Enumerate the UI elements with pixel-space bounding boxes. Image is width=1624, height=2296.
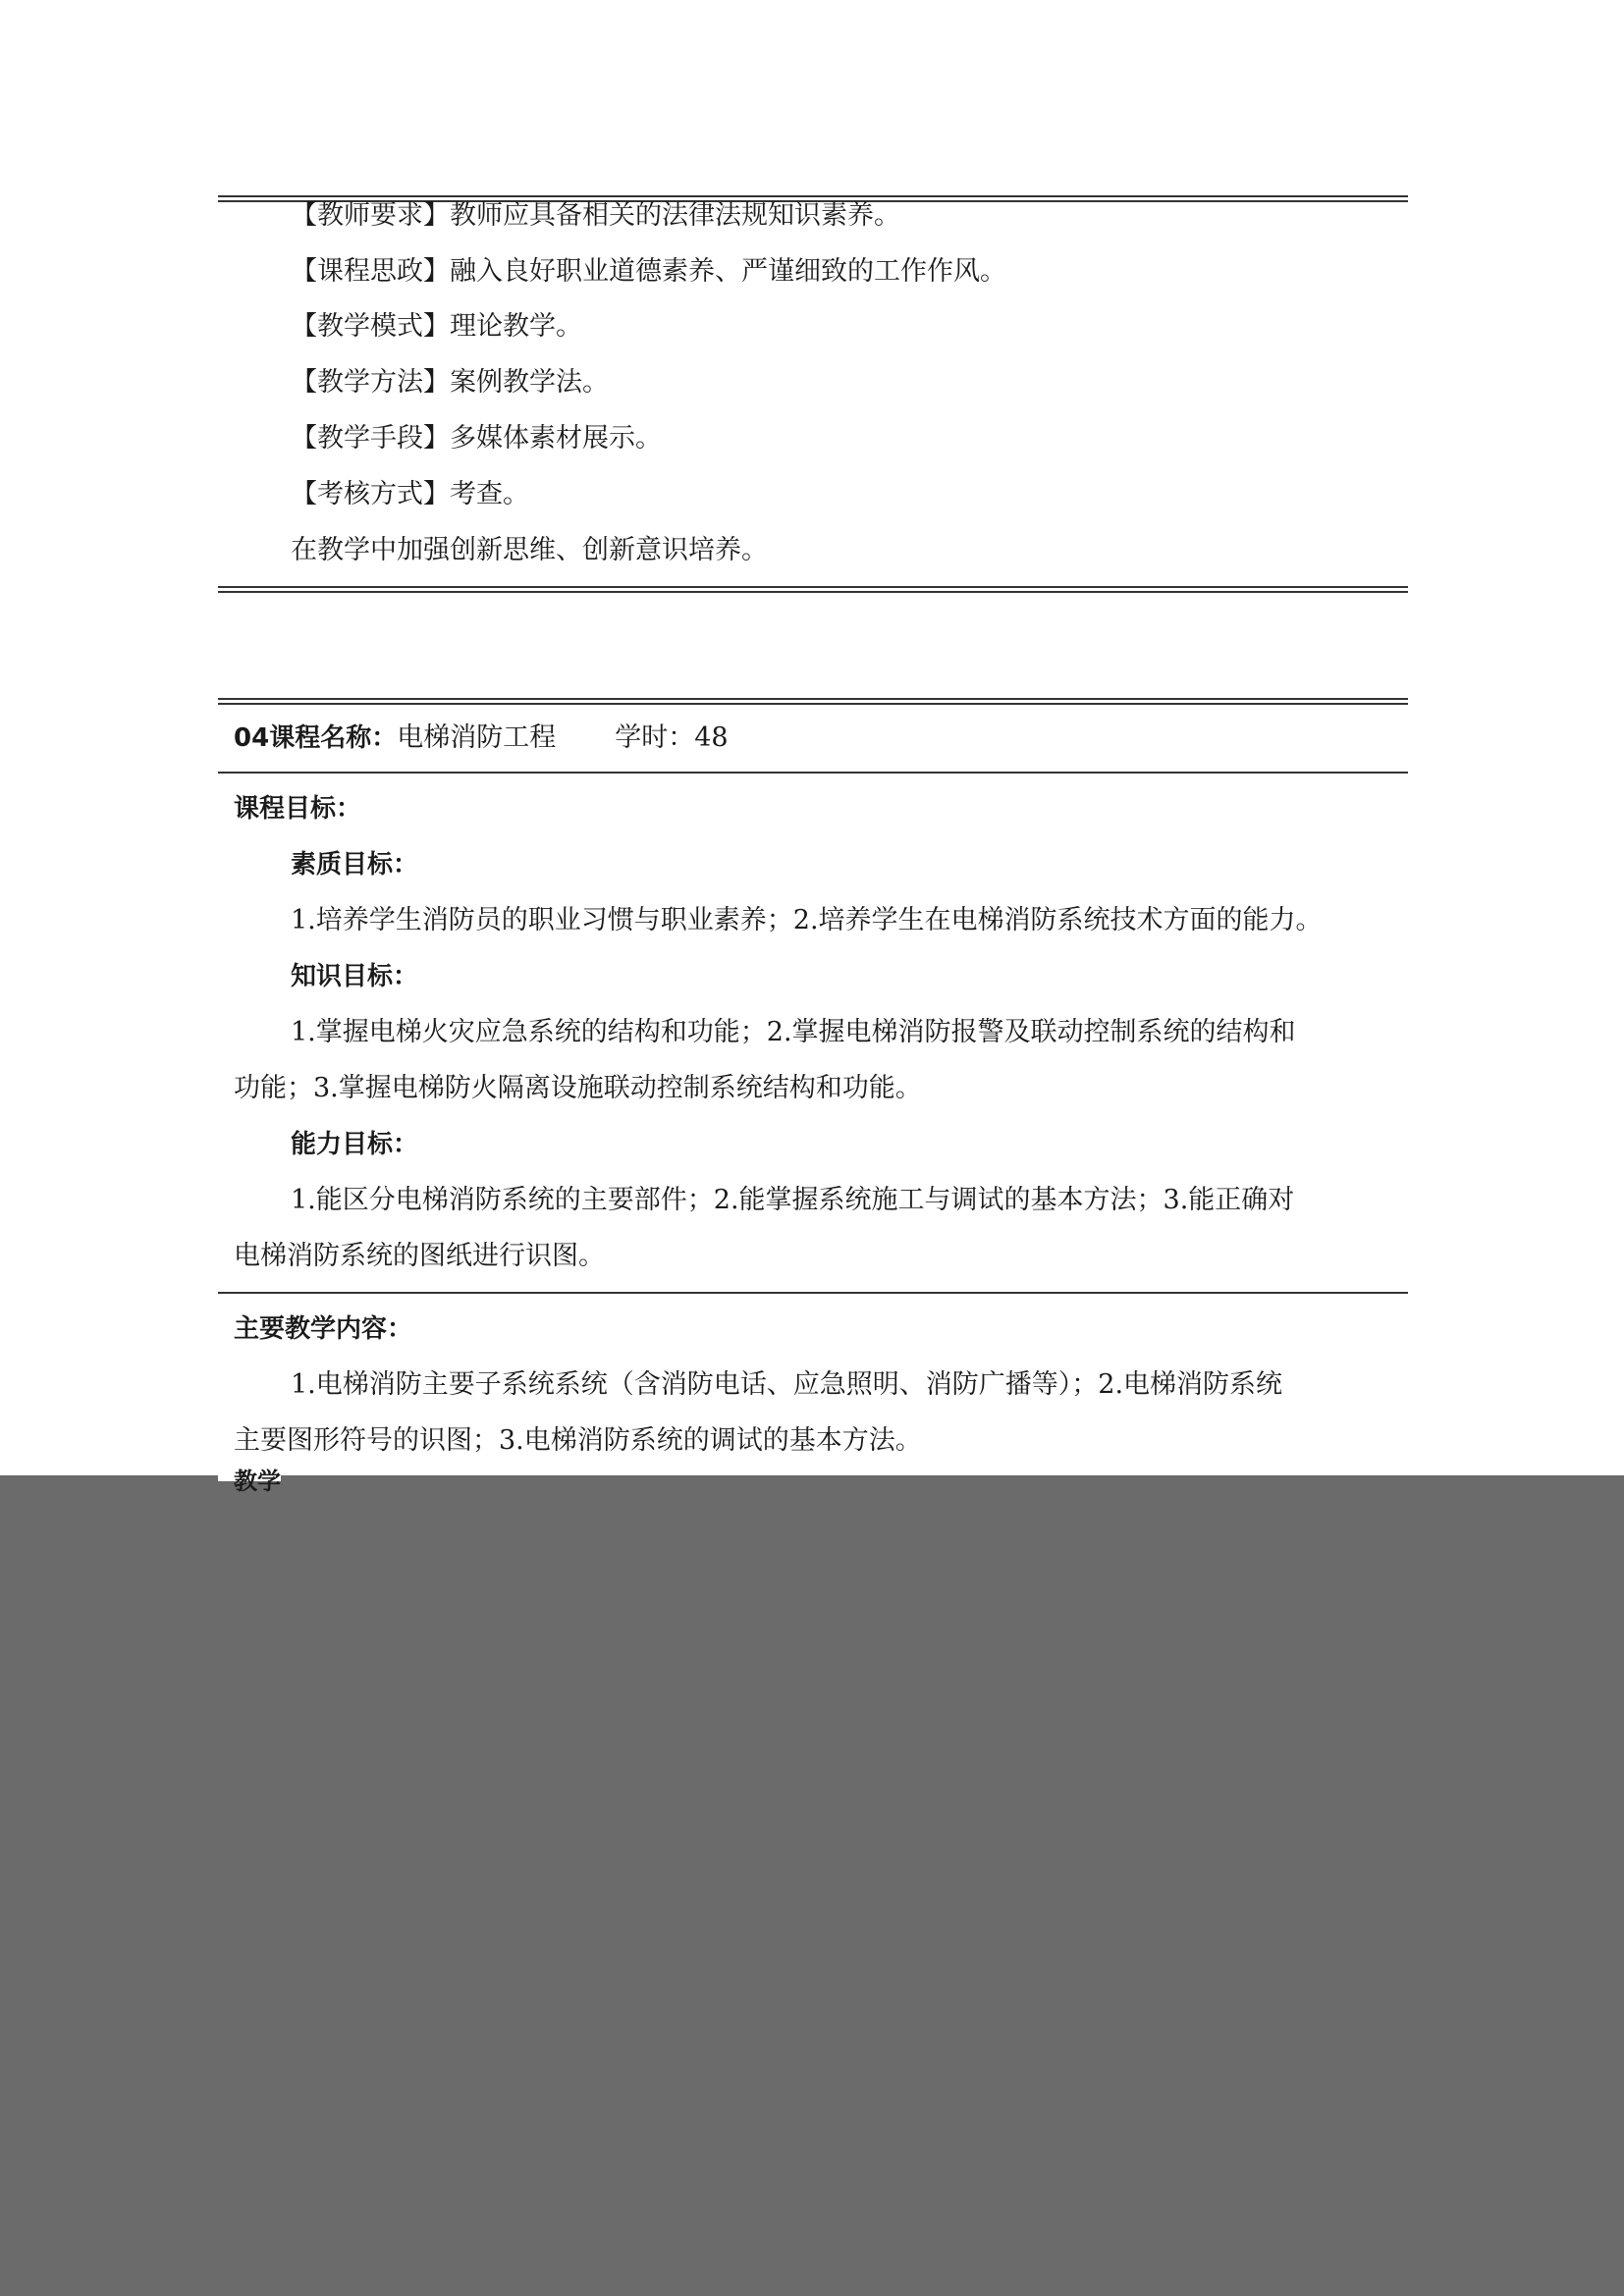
ability-objective-text-2: 电梯消防系统的图纸进行识图。 xyxy=(234,1241,605,1271)
course-hours-label: 学时： xyxy=(615,722,695,753)
section-bottom-double-rule xyxy=(218,586,1408,593)
content-text-1: 1.电梯消防主要子系统系统（含消防电话、应急照明、消防广播等）；2.电梯消防系统 xyxy=(291,1369,1283,1400)
teacher-requirement-line: 【教师要求】教师应具备相关的法律法规知识素养。 xyxy=(291,200,900,231)
course-number: 04 xyxy=(234,723,270,753)
knowledge-objective-heading: 知识目标： xyxy=(291,962,419,991)
quality-objective-text: 1.培养学生消防员的职业习惯与职业素养；2.培养学生在电梯消防系统技术方面的能力。 xyxy=(291,905,1323,935)
course-name: 电梯消防工程 xyxy=(397,722,557,753)
content-heading: 主要教学内容： xyxy=(234,1314,413,1344)
course-name-label: 课程名称： xyxy=(269,723,398,753)
knowledge-objective-text-2: 功能；3.掌握电梯防火隔离设施联动控制系统结构和功能。 xyxy=(234,1073,922,1103)
ability-objective-text-1: 1.能区分电梯消防系统的主要部件；2.能掌握系统施工与调试的基本方法；3.能正确对 xyxy=(291,1185,1295,1215)
assessment-line: 【考核方式】考查。 xyxy=(291,479,529,509)
teaching-means-line: 【教学手段】多媒体素材展示。 xyxy=(291,423,662,454)
cut-heading-text: 教学 xyxy=(234,1468,281,1495)
course-top-double-rule xyxy=(218,698,1408,705)
ability-objective-heading: 能力目标： xyxy=(291,1130,419,1159)
obscured-region xyxy=(0,1468,1624,2296)
teaching-method-line: 【教学方法】案例教学法。 xyxy=(291,367,609,398)
course-header-rule xyxy=(218,772,1408,774)
course-header xyxy=(234,719,729,758)
innovation-line: 在教学中加强创新思维、创新意识培养。 xyxy=(291,535,768,565)
knowledge-objective-text-1: 1.掌握电梯火灾应急系统的结构和功能；2.掌握电梯消防报警及联动控制系统的结构和 xyxy=(291,1017,1296,1047)
objectives-heading: 课程目标： xyxy=(234,794,362,824)
quality-objective-heading: 素质目标： xyxy=(291,850,419,880)
ideology-line: 【课程思政】融入良好职业道德素养、严谨细致的工作作风。 xyxy=(291,256,1006,287)
objectives-bottom-rule xyxy=(218,1292,1408,1294)
content-text-2: 主要图形符号的识图；3.电梯消防系统的调试的基本方法。 xyxy=(234,1425,922,1456)
course-hours: 48 xyxy=(694,722,729,753)
teaching-mode-line: 【教学模式】理论教学。 xyxy=(291,311,582,342)
